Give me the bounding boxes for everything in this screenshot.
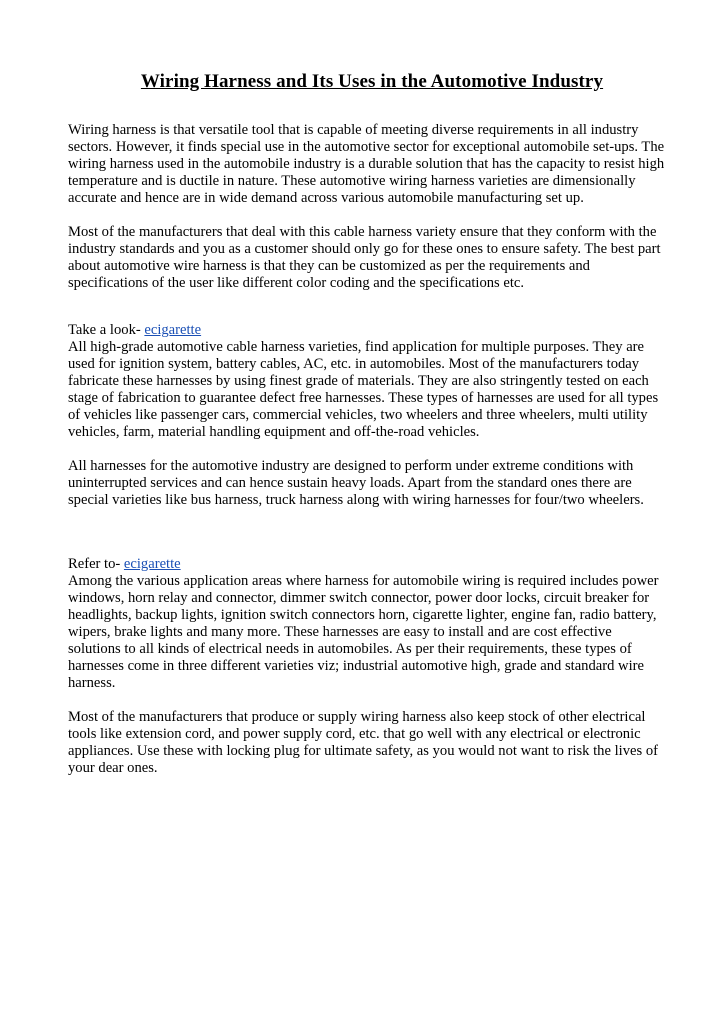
ecigarette-link-1[interactable]: ecigarette [144,322,202,338]
spacer [68,441,668,458]
paragraph-application-areas: Among the various application areas where harness for automobile wiring is required includes power windows, horn relay and connector, dimmer switch connector, power door locks, circuit breaker for headlights, backup lights, ignition switch connectors horn, cigarette lighter, engine fan, radio battery, wipers, brake lights and many more. These harnesses are easy to install and are cost effective solutions to all kinds of electrical needs in automobiles. As per their requirements, these types of harnesses come in three different varieties viz; industrial automotive high, grade and standard wire harness. [68,573,659,691]
document-title: Wiring Harness and Its Uses in the Automotive Industry [140,71,604,92]
paragraph-extreme-conditions: All harnesses for the automotive industry are designed to perform under extreme conditions with uninterrupted services and can hence sustain heavy loads. Apart from the standard ones there are special varieties like bus harness, truck harness along with wiring harnesses for four/two wheelers. [68,458,644,508]
spacer [68,692,668,709]
refer-to-label: Refer to- [68,556,124,572]
paragraph-refer-to-line [68,556,668,573]
paragraph-manufacturers: Most of the manufacturers that deal with this cable harness variety ensure that they conform with the industry standards and you as a customer should only go for these ones to ensure safety. The best part about automotive wire harness is that they can be customized as per the requirements and specifications of the user like different color coding and the specifications etc. [68,224,661,291]
spacer [68,509,668,556]
spacer [68,292,668,322]
paragraph-intro: Wiring harness is that versatile tool that is capable of meeting diverse requirements in all industry sectors. However, it finds special use in the automotive sector for exceptional automobile set-ups. The wiring harness used in the automobile industry is a durable solution that has the capacity to resist high temperature and is ductile in nature. These automotive wiring harness varieties are dimensionally accurate and hence are in wide demand across various automobile manufacturing set up. [68,122,665,206]
paragraph-other-tools: Most of the manufacturers that produce or supply wiring harness also keep stock of other electrical tools like extension cord, and power supply cord, etc. that go well with any electrical or electronic appliances. Use these with locking plug for ultimate safety, as you would not want to risk the lives of your dear ones. [68,709,658,776]
spacer [68,207,668,224]
ecigarette-link-2[interactable]: ecigarette [123,556,181,572]
take-a-look-label: Take a look- [68,322,145,338]
paragraph-take-a-look-line [68,322,668,339]
paragraph-high-grade: All high-grade automotive cable harness varieties, find application for multiple purposes. They are used for ignition system, battery cables, AC, etc. in automobiles. Most of the manufacturers today fabricate these harnesses by using finest grade of materials. They are also stringently tested on each stage of fabrication to guarantee defect free harnesses. These types of harnesses are used for all types of vehicles like passenger cars, commercial vehicles, two wheelers and three wheelers, multi utility vehicles, farm, material handling equipment and off-the-road vehicles. [68,339,659,440]
